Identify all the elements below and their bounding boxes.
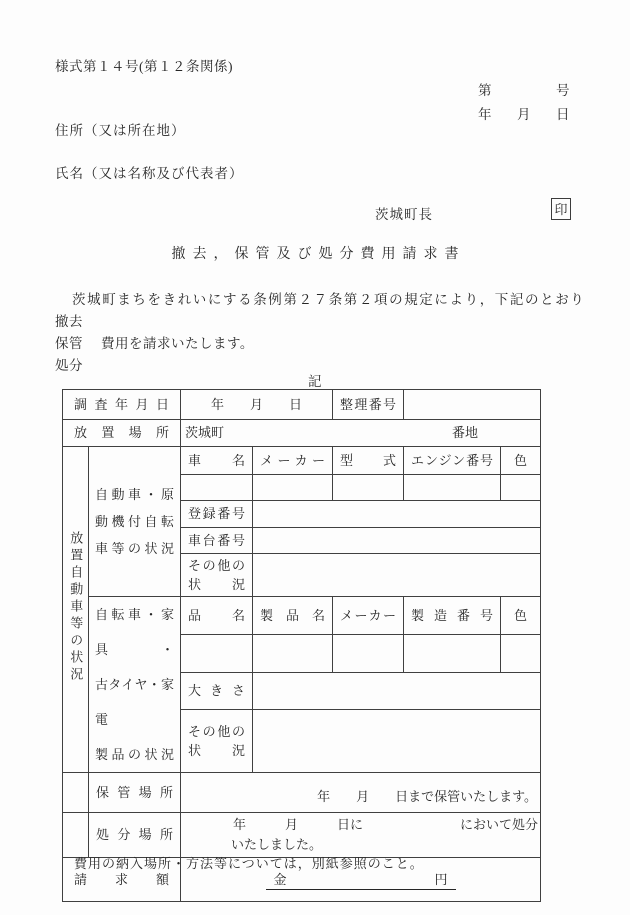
storage-row-spacer bbox=[63, 773, 89, 813]
goods-header-item: 品名 bbox=[181, 597, 253, 635]
date-year: 年 bbox=[478, 107, 492, 122]
location-banchi-label: 番地 bbox=[452, 425, 479, 441]
disposal-statement: 年 月 日に において処分 いたしました。 bbox=[181, 813, 541, 858]
vehicle-name-field bbox=[181, 475, 253, 501]
seal-stamp-box: 印 bbox=[551, 198, 571, 220]
vertical-status-label: 放置自動車等の状況 bbox=[63, 447, 89, 773]
option-removal: 撤去 bbox=[55, 314, 83, 329]
ref-number-label: 整理番号 bbox=[333, 390, 404, 420]
goods-header-color: 色 bbox=[501, 597, 541, 635]
footnote: 費用の納入場所・方法等については，別紙参照のこと。 bbox=[74, 856, 424, 871]
location-town: 茨城町 bbox=[185, 425, 225, 441]
doc-number-prefix: 第 bbox=[478, 83, 492, 98]
goods-maker-field bbox=[333, 634, 404, 672]
chassis-field bbox=[253, 528, 541, 554]
vehicle-engine-field bbox=[404, 475, 501, 501]
goods-item-field bbox=[181, 634, 253, 672]
date-line bbox=[478, 103, 570, 123]
vehicle-model-field bbox=[333, 475, 404, 501]
goods-other-label: その他の 状況 bbox=[181, 710, 253, 773]
goods-product-field bbox=[253, 634, 333, 672]
vehicle-maker-field bbox=[253, 475, 333, 501]
form-number: 様式第１４号(第１２条関係) bbox=[55, 59, 233, 74]
intro-paragraph: 茨城町まちをきれいにする条例第２７条第２項の規定により，下記のとおり bbox=[72, 292, 586, 307]
vehicle-other-label: その他の 状況 bbox=[181, 554, 253, 597]
disposal-label: 処分場所 bbox=[89, 813, 181, 858]
ref-number-field bbox=[404, 390, 541, 420]
address-label: 住所（又は所在地） bbox=[55, 123, 186, 138]
vehicle-other-field bbox=[253, 554, 541, 597]
vehicle-color-field bbox=[501, 475, 541, 501]
vehicle-section-label: 自動車・原 動機付自転 車等の状況 bbox=[89, 447, 181, 597]
document-title: 撤去，保管及び処分費用請求書 bbox=[171, 247, 466, 262]
vehicle-header-engine: エンジン番号 bbox=[404, 447, 501, 475]
option-disposal: 処分 bbox=[55, 358, 83, 373]
request-statement: 費用を請求いたします。 bbox=[101, 336, 254, 351]
disposal-row-spacer bbox=[63, 813, 89, 858]
goods-header-serial: 製造番号 bbox=[404, 597, 501, 635]
registration-field bbox=[253, 501, 541, 528]
size-label: 大きさ bbox=[181, 672, 253, 710]
survey-date-value: 年 月 日 bbox=[181, 390, 333, 420]
location-label: 放置場所 bbox=[63, 420, 181, 447]
goods-color-field bbox=[501, 634, 541, 672]
goods-section-label: 自転車・家具・ 古タイヤ・家電 製品の状況 bbox=[89, 597, 181, 773]
option-storage: 保管 bbox=[55, 336, 83, 351]
location-field bbox=[181, 420, 541, 447]
goods-header-product: 製品名 bbox=[253, 597, 333, 635]
storage-label: 保管場所 bbox=[89, 773, 181, 813]
registration-label: 登録番号 bbox=[181, 501, 253, 528]
goods-header-maker: メーカー bbox=[333, 597, 404, 635]
vehicle-header-maker: メーカー bbox=[253, 447, 333, 475]
request-form-table bbox=[62, 389, 541, 902]
goods-serial-field bbox=[404, 634, 501, 672]
doc-number-suffix: 号 bbox=[556, 83, 570, 98]
date-day: 日 bbox=[556, 107, 570, 122]
vehicle-header-name: 車名 bbox=[181, 447, 253, 475]
ki-heading: 記 bbox=[308, 374, 322, 389]
mayor-label: 茨城町長 bbox=[375, 207, 433, 222]
option-storage-line bbox=[55, 332, 254, 352]
name-label: 氏名（又は名称及び代表者） bbox=[55, 166, 244, 181]
vehicle-header-color: 色 bbox=[501, 447, 541, 475]
survey-date-label: 調査年月日 bbox=[63, 390, 181, 420]
size-field bbox=[253, 672, 541, 710]
vehicle-header-model: 型式 bbox=[333, 447, 404, 475]
claim-amount-label: 請求額 bbox=[63, 858, 181, 902]
goods-other-field bbox=[253, 710, 541, 773]
doc-number-line bbox=[478, 79, 570, 99]
date-month: 月 bbox=[517, 107, 531, 122]
claim-amount-underline: 金 円 bbox=[266, 872, 456, 890]
storage-statement: 年 月 日まで保管いたします。 bbox=[181, 773, 541, 813]
chassis-label: 車台番号 bbox=[181, 528, 253, 554]
